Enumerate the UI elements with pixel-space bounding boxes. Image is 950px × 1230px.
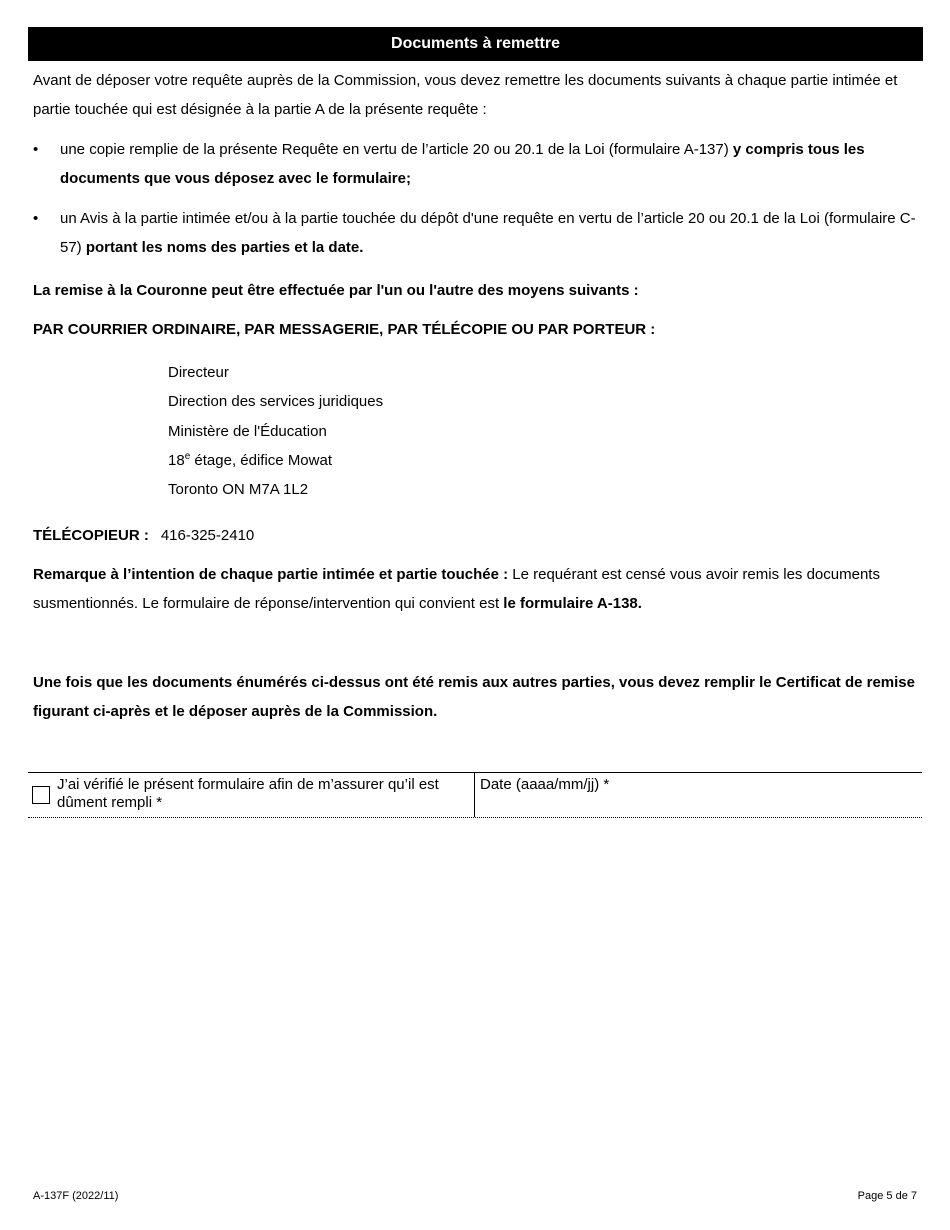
respondent-note: Remarque à l’intention de chaque partie intimée et partie touchée : Le requérant est censé vous avoir remis les documents susmentionnés. Le formulaire de réponse/intervention qui convient est le formulaire A-138. (33, 566, 880, 612)
section-title: Documents à remettre (391, 35, 560, 52)
form-id: A-137F (2022/11) (33, 1190, 119, 1202)
list-item-emphasis: portant les noms des parties et la date. (85, 239, 364, 256)
fax-number: 416-325-2410 (160, 527, 255, 544)
address-line: Direction des services juridiques (168, 393, 384, 411)
address-line: 18e étage, édifice Mowat (168, 450, 332, 469)
date-cell (475, 773, 922, 817)
fax-line (33, 521, 254, 550)
mailing-address (168, 358, 383, 504)
section-header (28, 27, 923, 61)
bullet-icon: • (33, 210, 39, 227)
list-item-emphasis: y compris tous les documents que vous déposez avec le formulaire; (60, 141, 865, 187)
verification-cell (28, 773, 475, 817)
list-item-text: une copie remplie de la présente Requête en vertu de l’article 20 ou 20.1 de la Loi (formulaire A-137) y compris tous les documents que vous déposez avec le formulaire; (60, 141, 865, 187)
address-line: Directeur (168, 364, 229, 381)
certificate-instruction: Une fois que les documents énumérés ci-dessus ont été remis aux autres parties, vous devez remplir le Certificat de remise figurant ci-après et le déposer auprès de la Commission. (33, 674, 915, 720)
date-field[interactable] (479, 795, 913, 815)
verification-label: J’ai vérifié le présent formulaire afin de m’assurer qu’il est dûment rempli * (57, 776, 439, 811)
date-label: Date (aaaa/mm/jj) * (480, 776, 610, 793)
delivery-methods-heading: PAR COURRIER ORDINAIRE, PAR MESSAGERIE, PAR TÉLÉCOPIE OU PAR PORTEUR : (33, 321, 656, 338)
intro-paragraph: Avant de déposer votre requête auprès de la Commission, vous devez remettre les documents suivants à chaque partie intimée et partie touchée qui est désignée à la partie A de la présente requête : (33, 72, 898, 118)
verification-row (28, 772, 922, 818)
page-number: Page 5 de 7 (857, 1190, 917, 1202)
verification-checkbox[interactable] (32, 786, 50, 804)
list-item-text: un Avis à la partie intimée et/ou à la partie touchée du dépôt d'une requête en vertu de l’article 20 ou 20.1 de la Loi (formulaire C-57) portant les noms des parties et la date. (60, 210, 916, 256)
address-line: Ministère de l'Éducation (168, 422, 327, 440)
crown-service-heading: La remise à la Couronne peut être effectuée par l'un ou l'autre des moyens suivants : (33, 282, 639, 299)
address-line: Toronto ON M7A 1L2 (168, 481, 309, 499)
fax-label: TÉLÉCOPIEUR : (33, 527, 149, 544)
bullet-icon: • (33, 141, 39, 158)
